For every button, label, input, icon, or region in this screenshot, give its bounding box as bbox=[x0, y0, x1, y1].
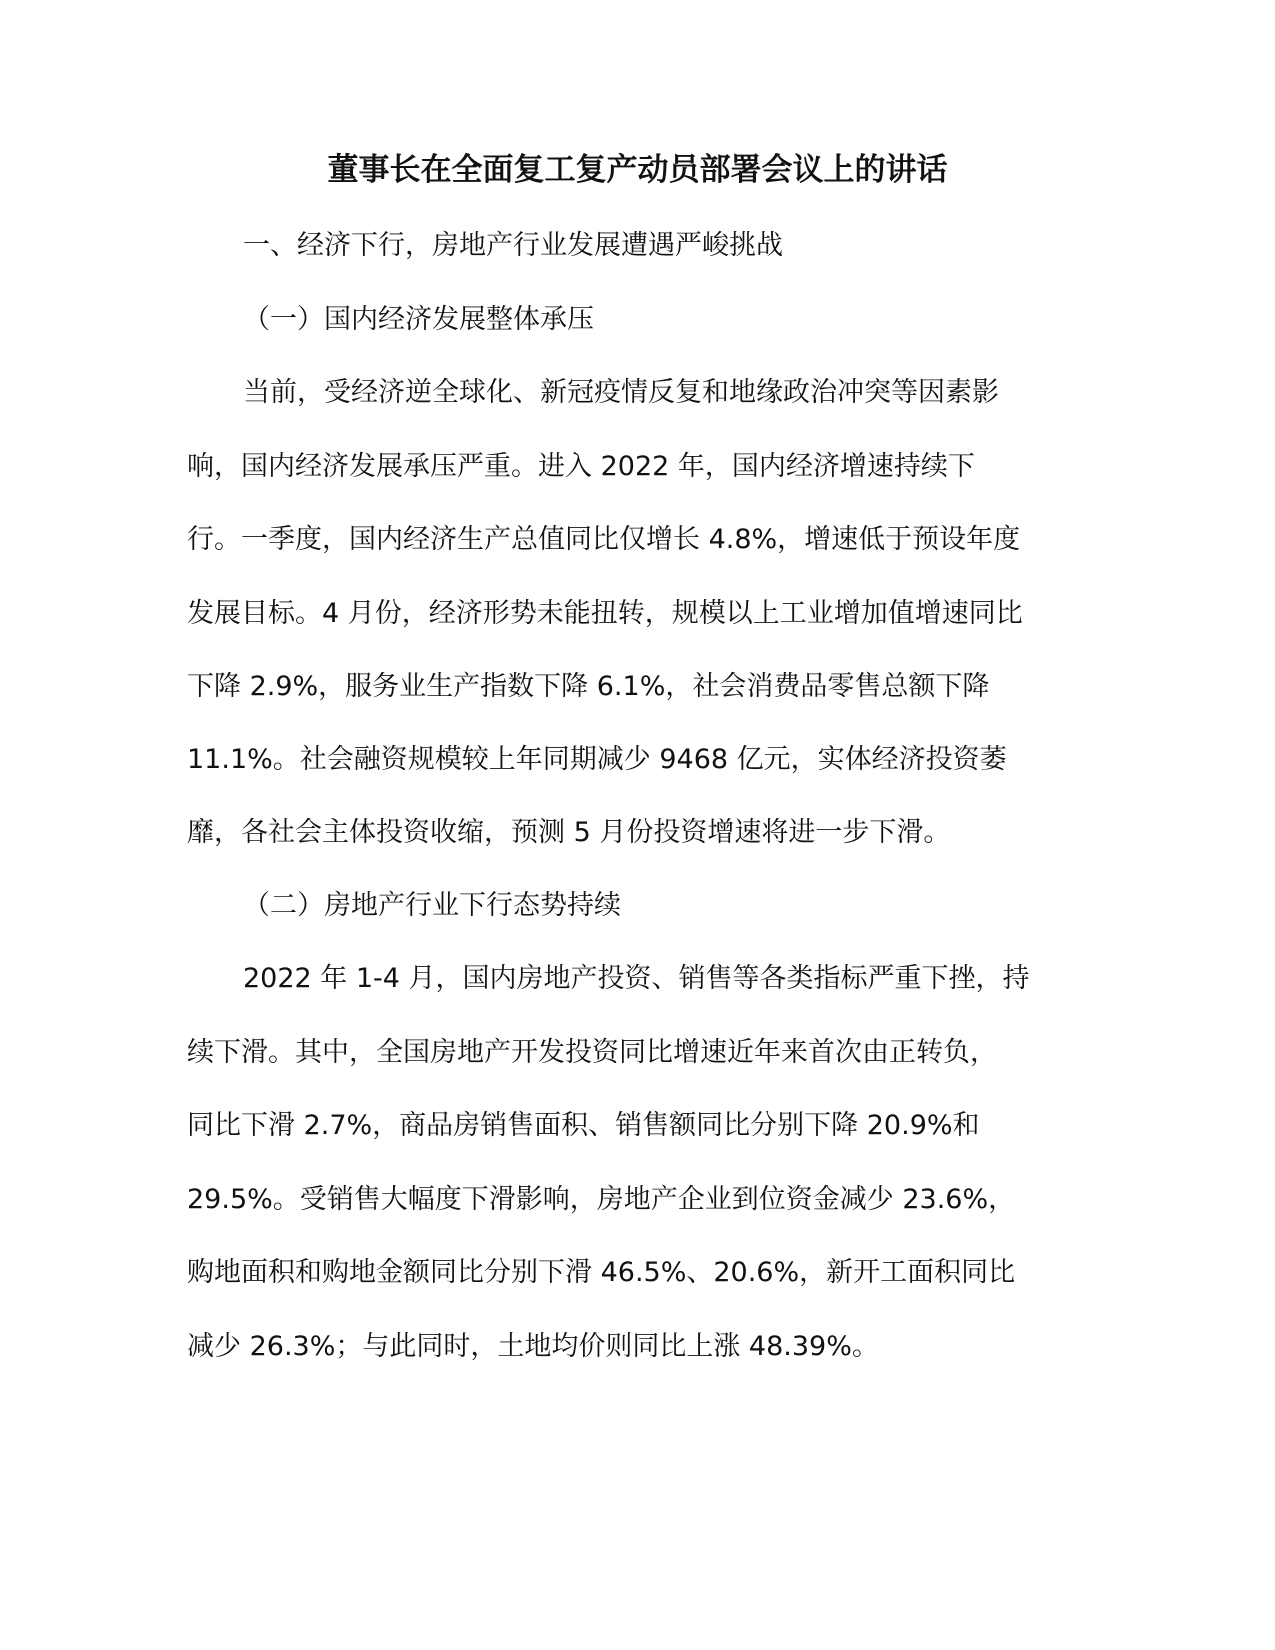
paragraph-1-line-6: 11.1%。社会融资规模较上年同期减少 9468 亿元，实体经济投资萎 bbox=[187, 744, 1007, 775]
paragraph-2-line-6: 减少 26.3%；与此同时，土地均价则同比上涨 48.39%。 bbox=[187, 1331, 879, 1362]
paragraph-2-line-1: 2022 年 1-4 月，国内房地产投资、销售等各类指标严重下挫，持 bbox=[243, 963, 1030, 994]
paragraph-2-line-5: 购地面积和购地金额同比分别下滑 46.5%、20.6%，新开工面积同比 bbox=[187, 1257, 1016, 1288]
section-heading-1: 一、经济下行，房地产行业发展遭遇严峻挑战 bbox=[243, 230, 783, 261]
paragraph-2-line-4: 29.5%。受销售大幅度下滑影响，房地产企业到位资金减少 23.6%， bbox=[187, 1184, 1016, 1215]
paragraph-2-line-3: 同比下滑 2.7%，商品房销售面积、销售额同比分别下降 20.9%和 bbox=[187, 1110, 980, 1141]
paragraph-1-line-2: 响，国内经济发展承压严重。进入 2022 年，国内经济增速持续下 bbox=[187, 451, 975, 482]
paragraph-1-line-7: 靡，各社会主体投资收缩，预测 5 月份投资增速将进一步下滑。 bbox=[187, 817, 951, 848]
document-title: 董事长在全面复工复产动员部署会议上的讲话 bbox=[327, 152, 948, 188]
subsection-heading-2: （二）房地产行业下行态势持续 bbox=[243, 890, 621, 921]
subsection-heading-1: （一）国内经济发展整体承压 bbox=[243, 304, 594, 335]
paragraph-1-line-3: 行。一季度，国内经济生产总值同比仅增长 4.8%，增速低于预设年度 bbox=[187, 524, 1021, 555]
paragraph-1-line-1: 当前，受经济逆全球化、新冠疫情反复和地缘政治冲突等因素影 bbox=[243, 377, 999, 408]
paragraph-2-line-2: 续下滑。其中，全国房地产开发投资同比增速近年来首次由正转负， bbox=[187, 1037, 997, 1068]
paragraph-1-line-4: 发展目标。4 月份，经济形势未能扭转，规模以上工业增加值增速同比 bbox=[187, 598, 1023, 629]
paragraph-1-line-5: 下降 2.9%，服务业生产指数下降 6.1%，社会消费品零售总额下降 bbox=[187, 671, 990, 702]
